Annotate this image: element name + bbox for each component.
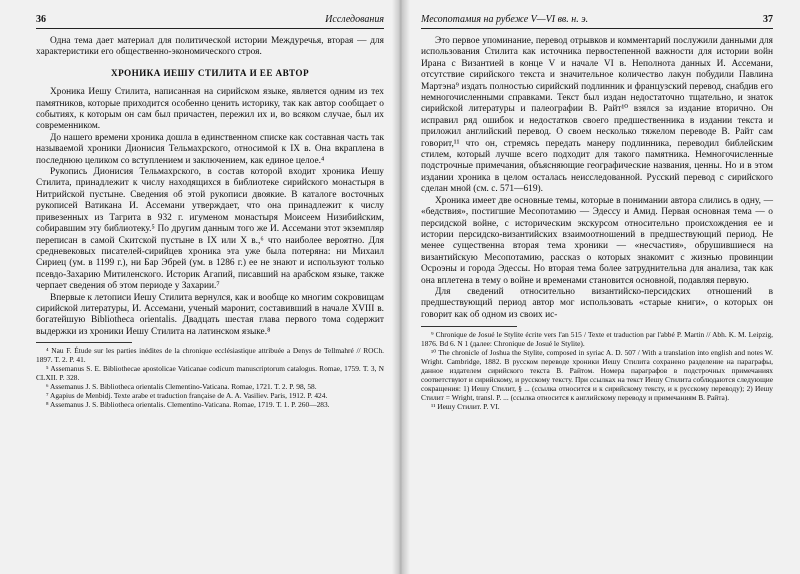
- body-paragraph: Рукопись Дионисия Тельмахрского, в состав которой входит хроника Иешу Стилита, принадлежит к числу находящихся в библиотеке сирийского монастыря в Нитрийской пустыне. Сведения об этой рукописи двоякие. В каталоге восточных рукописей Ватикана И. Ассемани утверждает, что она принадлежит к числу привезенных из Тагрита в 932 г. игуменом монастыря Моисеем Низибийским, собиравшим эту библиотеку.⁵ По другим данным того же И. Ассемани этот экземпляр переписан в самой Скитской пустыне в IX или X в.,⁶ что наиболее вероятно. Для средневековых писателей-сирийцев хроника эта уже была потеряна: ни Михаил Сириец (ум. в 1199 г.), ни Бар Эбрей (ум. в 1286 г.) ее не знают и используют только псевдо-Захарию Митиленского. Историк Агапий, писавший на арабском языке, также черпает сведения об этом периоде у Захарии.⁷: [36, 167, 384, 292]
- footnote: ⁶ Assemanus J. S. Bibliotheca orientalis Clementino-Vaticana. Romae, 1721. T. 2. P. 98, 58.: [46, 382, 317, 392]
- right-page-body: [421, 36, 773, 411]
- footnote: ⁴ Nau F. Étude sur les parties inédites de la chronique ecclésiastique attribuée a Denys de Tellmahré // ROCh. 1897. T. 2. P. 41.: [36, 346, 384, 365]
- footnote: ⁷ Agapius de Menbidj. Texte arabe et traduction française de A. A. Vasiliev. Paris, 1912. P. 424.: [46, 391, 328, 401]
- left-page-body: [36, 36, 384, 409]
- footnote-divider: [421, 326, 517, 327]
- section-heading: ХРОНИКА ИЕШУ СТИЛИТА И ЕЕ АВТОР: [111, 67, 309, 78]
- left-running-header: [36, 14, 384, 29]
- footnote: ⁹ Chronique de Josué le Stylite écrite vers l'an 515 / Texte et traduction par l'abbé P. Martin // Abh. K. M. Leipzig, 1876. Bd 6. N 1 (далее: Chronique de Josué le Stylite).: [421, 330, 773, 349]
- footnote: ⁵ Assemanus S. E. Bibliothecae apostolicae Vaticanae codicum manuscriptorum catalogus. Romae, 1759. T. 3, N CLXII. P. 328.: [36, 364, 384, 383]
- body-paragraph: Это первое упоминание, перевод отрывков и комментарий послужили данными для использования Стилита как источника первостепенной важности для истории войн Ирана с Византией в конце V и начале VI в. Неполнота данных И. Ассемани, отсутствие сирийского текста и значительное количество лакун побудили Павлина Мартэна⁹ издать полностью сирийский подлинник и французский перевод, снабдив его немногочисленными справками. Текст был издан недостаточно тщательно, и знаток сирийской литературы и палеографии В. Райт¹⁰ взялся за издание вторично. Он исправил ряд ошибок и недостатков своего предшественника в издании текста и приложил английский перевод. О своем несколько тяжелом переводе В. Райт сам говорит,¹¹ что он, стремясь передать манеру подлинника, переводил библейским стилем, который лучше всего подходит для такого памятника. Немногочисленные подстрочные примечания, объясняющие географические названия, ценны. Но и в этом издании хроника в целом осталась неисследованной. Русский перевод с сирийского сделан мной (см. с. 571—619).: [421, 36, 773, 195]
- right-page: [401, 0, 800, 574]
- footnote: ¹¹ Иешу Стилит. P. VI.: [431, 402, 500, 412]
- page-number: 36: [36, 14, 46, 25]
- left-page: [0, 0, 399, 574]
- footnote-divider: [36, 342, 132, 343]
- intro-paragraph: Одна тема дает материал для политической истории Междуречья, вторая — для характеристики его общественно-экономического строя.: [36, 36, 384, 58]
- book-gutter-shadow: [392, 0, 410, 574]
- body-paragraph: Для сведений относительно византийско-персидских отношений в предшествующий период автор мог использовать «старые книги», о которых он говорит как об одном из своих ис-: [421, 286, 773, 320]
- body-paragraph: Впервые к летописи Иешу Стилита вернулся, как и вообще ко многим сокровищам сирийской литературы, И. Ассемани, ученый маронит, составивший в начале XVIII в. богатейшую Bibliotheca orientalis. Двадцать шестая глава первого тома содержит выдержки из хроники Иешу Стилита на латинском языке.⁸: [36, 292, 384, 337]
- right-running-header: [421, 14, 773, 29]
- body-paragraph: Хроника имеет две основные темы, которые в понимании автора слились в одну, — «бедствия», постигшие Месопотамию — Эдессу и Амид. Первая основная тема — о персидской войне, с историческим экскурсом относительно происхождения ее и истории персидско-византийских взаимоотношений в предшествующий период. Не менее существенна вторая тема хроники — «несчастия», обрушившиеся на византийскую Месопотамию, рассказ о которых знакомит с жизнью провинции Осроэны и города Эдессы. Но вторая тема более затруднительна для анализа, так как она вплетена в тему о войне и временами становится основной, подавляя первую.: [421, 195, 773, 286]
- running-head-title: Исследования: [325, 14, 384, 25]
- footnote: ¹⁰ The chronicle of Joshua the Stylite, composed in syriac A. D. 507 / With a translation into english and notes W. Wright. Cambridge, 1882. В русском переводе хроники Иешу Стилита сохранено разделение на параграфы, данное издателем сирийского текста В. Райтом. Номера параграфов в подстрочных примечаниях соответствуют и сирийскому, и русскому тексту. При ссылках на текст Иешу Стилита соблюдаются следующие сокращения: 1) Иешу Стилит, § ... (ссылка относится и к сирийскому тексту, и к русскому переводу); 2) Иешу Стилит = Wright, transl. P. ... (ссылка относится к английскому переводу и примечаниям В. Райта).: [421, 348, 773, 403]
- body-paragraph: До нашего времени хроника дошла в единственном списке как составная часть так называемой хроники Дионисия Тельмахрского, относимой к IX в. Она вкраплена в последнюю целиком со вступлением и заключением, как единое целое.⁴: [36, 132, 384, 166]
- page-number: 37: [763, 14, 773, 25]
- running-head-title: Месопотамия на рубеже V—VI вв. н. э.: [421, 14, 589, 25]
- footnote: ⁸ Assemanus J. S. Bibliotheca orientalis. Clementino-Vaticana. Romae, 1719. T. 1. P. 260—283.: [46, 400, 330, 410]
- body-paragraph: Хроника Иешу Стилита, написанная на сирийском языке, является одним из тех памятников, которые приходится особенно ценить историку, так как автор сообщает о событиях, к которым он сам был причастен, пережил их и, во всяком случае, был их современником.: [36, 87, 384, 132]
